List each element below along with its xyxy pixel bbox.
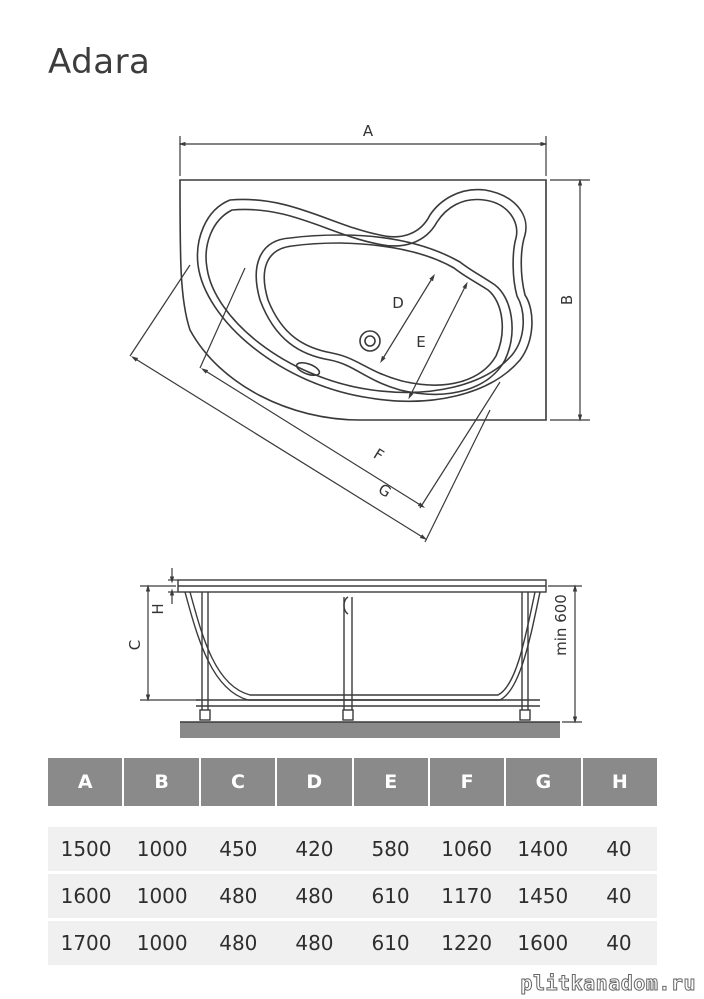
dimension-a [180,136,546,176]
table-cell: 1450 [517,884,569,908]
tub-outer-rim [180,180,546,420]
table-cell: 40 [606,931,632,955]
label-e: E [416,333,426,351]
table-cell: 610 [371,931,410,955]
page-title: Adara [48,42,151,82]
table-cell: 610 [371,884,410,908]
table-cell: 480 [219,931,258,955]
side-view [178,580,546,720]
table-cell: 1700 [60,931,112,955]
header-cell: F [430,758,506,806]
table-cell: 1600 [60,884,112,908]
table-cell: 480 [295,884,334,908]
table-row [48,827,657,871]
table-cell: 480 [219,884,258,908]
dimension-f [200,268,500,508]
top-view [180,180,546,420]
label-c: C [126,639,144,651]
table-cell: 480 [295,931,334,955]
label-min-600: min 600 [552,594,570,656]
header-cell: G [506,758,582,806]
overflow-icon [295,360,321,378]
tub-shell [185,592,540,700]
table-cell: 580 [371,837,410,861]
table-cell: 1000 [136,837,188,861]
tub-inner-bowl [256,235,512,394]
header-cell: C [201,758,277,806]
table-cell: 1600 [517,931,569,955]
label-b: B [558,294,576,306]
drain-icon [360,331,380,351]
table-row [48,874,657,918]
table-cell: 1170 [441,884,493,908]
table-cell: 40 [606,837,632,861]
label-h: H [149,603,167,615]
tub-basin-outline [197,190,531,402]
table-cell: 1400 [517,837,569,861]
table-cell: 1500 [60,837,112,861]
header-cell: D [277,758,353,806]
watermark: plitkanadom.ru [520,971,696,995]
table-cell: 1060 [441,837,493,861]
floor [180,722,560,738]
table-cell: 40 [606,884,632,908]
table-header [48,758,657,806]
table-cell: 450 [219,837,258,861]
header-cell: H [611,771,628,793]
label-g: G [374,480,395,502]
table-cell: 1000 [136,931,188,955]
header-cell: E [354,758,430,806]
dimension-c [140,586,200,700]
table-row [48,921,657,965]
table-cell: 1220 [441,931,493,955]
header-cell: A [48,758,124,806]
label-f: F [370,444,388,465]
header-cell: B [124,758,200,806]
dimensions-table [48,758,657,965]
table-cell: 1000 [136,884,188,908]
label-a: A [362,122,374,140]
table-cell: 420 [295,837,334,861]
label-d: D [392,294,404,312]
